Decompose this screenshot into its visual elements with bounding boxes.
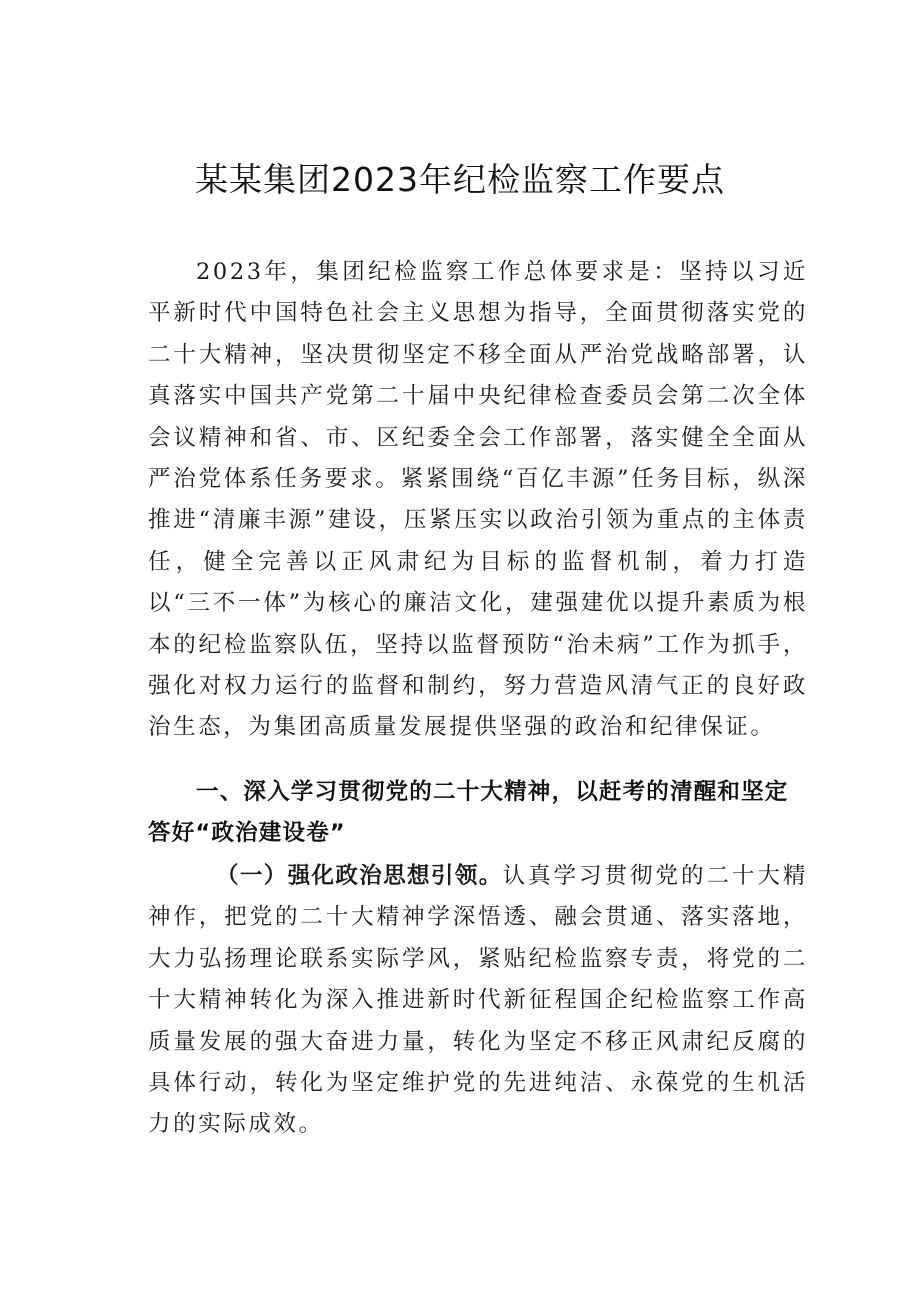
section-heading-1: 一、深入学习贯彻党的二十大精神，以赶考的清醒和坚定答好“政治建设卷” (148, 779, 789, 847)
document-title: 某某集团2023年纪检监察工作要点 (195, 160, 725, 199)
intro-paragraph: 2023年，集团纪检监察工作总体要求是：坚持以习近平新时代中国特色社会主义思想为指导，全面贯彻落实党的二十大精神，坚决贯彻坚定不移全面从严治党战略部署，认真落实中国共产党第二十届中央纪律检查委员会第二次全体会议精神和省、市、区纪委全会工作部署，落实健全全面从严治党体系任务要求。紧紧围绕“百亿丰源”任务目标，纵深推进“清廉丰源”建设，压紧压实以政治引领为重点的主体责任，健全完善以正风肃纪为目标的监督机制，着力打造以“三不一体”为核心的廉洁文化，建强建优以提升素质为根本的纪检监察队伍，坚持以监督预防“治未病”工作为抓手，强化对权力运行的监督和制约，努力营造风清气正的良好政治生态，为集团高质量发展提供坚强的政治和纪律保证。 (148, 259, 808, 741)
subsection-text-1: 认真学习贯彻党的二十大精神作，把党的二十大精神学深悟透、融会贯通、落实落地，大力弘扬理论联系实际学风，紧贴纪检监察专责，将党的二十大精神转化为深入推进新时代新征程国企纪检监察工作高质量发展的强大奋进力量，转化为坚定不移正风肃纪反腐的具体行动，转化为坚定维护党的先进纯洁、永葆党的生机活力的实际成效。 (148, 863, 808, 1138)
subsection-heading-1: （一）强化政治思想引领。 (216, 863, 503, 889)
section-1-paragraph-1 (148, 856, 808, 1146)
